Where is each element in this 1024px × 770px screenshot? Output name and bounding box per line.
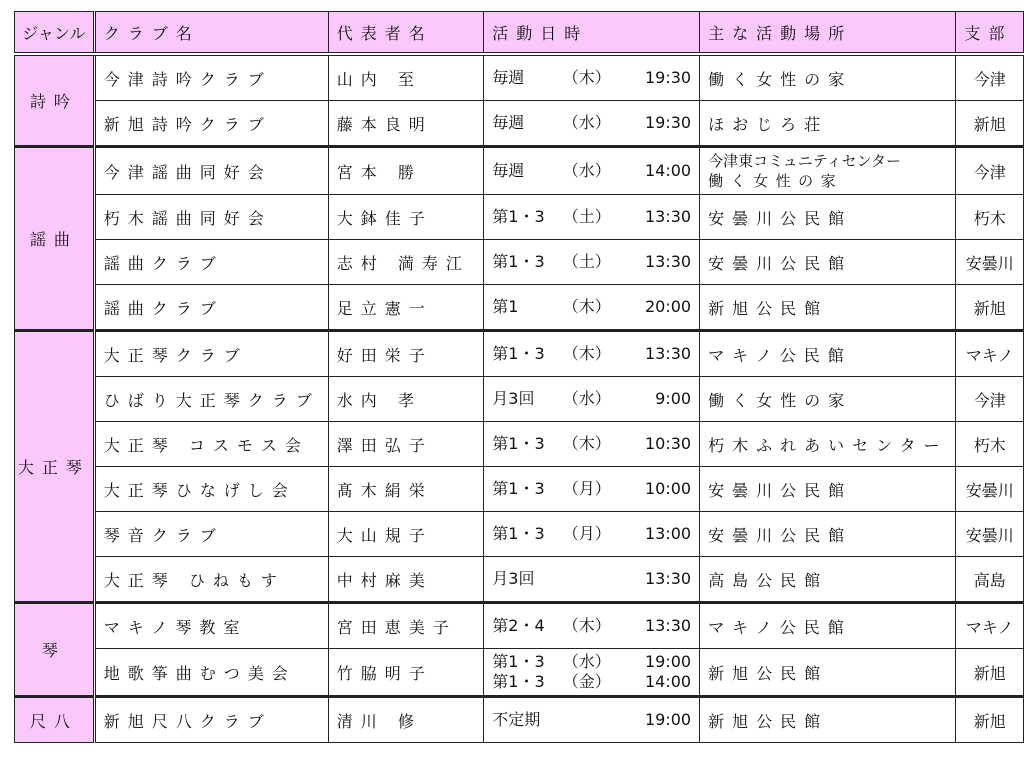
branch-cell: 朽木 <box>956 195 1024 240</box>
representative-cell: 清川 修 <box>328 697 484 743</box>
time-weekday: （土） <box>562 252 611 271</box>
time-line <box>492 616 691 636</box>
club-name-cell: 琴音クラブ <box>94 512 328 557</box>
time-weekday: （木） <box>562 434 611 453</box>
table-row <box>15 285 1024 331</box>
time-weekday: （水） <box>562 652 611 671</box>
club-table-body <box>15 54 1024 743</box>
time-line <box>492 710 691 730</box>
place-cell: 働く女性の家 <box>700 377 956 422</box>
time-weekday: （木） <box>562 68 611 87</box>
time-weekday: （水） <box>562 161 611 180</box>
time-line <box>492 672 691 692</box>
header-rep: 代表者名 <box>328 12 484 55</box>
representative-cell: 中村麻美 <box>328 557 484 603</box>
club-name-cell: 新旭尺八クラブ <box>94 697 328 743</box>
time-line <box>492 113 691 133</box>
table-row <box>15 603 1024 649</box>
club-name-cell: 新旭詩吟クラブ <box>94 101 328 147</box>
place-cell: マキノ公民館 <box>700 603 956 649</box>
branch-cell: 今津 <box>956 54 1024 101</box>
place-cell: マキノ公民館 <box>700 331 956 377</box>
header-genre: ジャンル <box>15 12 95 55</box>
genre-label: 尺八 <box>29 711 78 731</box>
time-weekday: （月） <box>562 524 611 543</box>
branch-cell: 新旭 <box>956 101 1024 147</box>
table-row <box>15 697 1024 743</box>
branch-cell: 朽木 <box>956 422 1024 467</box>
club-name-cell: 大正琴ひなげし会 <box>94 467 328 512</box>
club-name-cell: マキノ琴教室 <box>94 603 328 649</box>
schedule-cell <box>484 147 700 195</box>
time-frequency: 第1・3 <box>492 434 545 453</box>
branch-cell: 安曇川 <box>956 467 1024 512</box>
table-row <box>15 422 1024 467</box>
representative-cell: 好田栄子 <box>328 331 484 377</box>
time-hour: 14:00 <box>645 672 692 691</box>
branch-cell: マキノ <box>956 603 1024 649</box>
club-name-cell: ひばり大正琴クラブ <box>94 377 328 422</box>
representative-cell: 山内 至 <box>328 54 484 101</box>
schedule-cell <box>484 603 700 649</box>
time-frequency: 第1・3 <box>492 252 545 271</box>
time-frequency: 毎週 <box>492 68 525 87</box>
time-hour: 19:00 <box>645 710 692 729</box>
time-frequency: 第1・3 <box>492 652 545 671</box>
place-cell: 新旭公民館 <box>700 285 956 331</box>
club-name-cell: 今津詩吟クラブ <box>94 54 328 101</box>
schedule-cell <box>484 557 700 603</box>
time-hour: 13:30 <box>645 569 692 588</box>
time-weekday: （金） <box>562 672 611 691</box>
branch-cell: 新旭 <box>956 285 1024 331</box>
table-row <box>15 195 1024 240</box>
table-row <box>15 240 1024 285</box>
representative-cell: 水内 孝 <box>328 377 484 422</box>
genre-cell <box>15 603 95 697</box>
time-frequency: 第1 <box>492 297 519 316</box>
representative-cell: 澤田弘子 <box>328 422 484 467</box>
time-hour: 13:30 <box>645 344 692 363</box>
time-frequency: 月3回 <box>492 569 535 588</box>
club-name-cell: 朽木謡曲同好会 <box>94 195 328 240</box>
table-row <box>15 512 1024 557</box>
place-cell: 新旭公民館 <box>700 649 956 697</box>
genre-cell <box>15 697 95 743</box>
time-hour: 19:30 <box>645 68 692 87</box>
branch-cell: マキノ <box>956 331 1024 377</box>
time-hour: 19:00 <box>645 652 692 671</box>
time-line <box>492 207 691 227</box>
branch-cell: 新旭 <box>956 649 1024 697</box>
header-club: クラブ名 <box>94 12 328 55</box>
time-line <box>492 68 691 88</box>
genre-cell <box>15 331 95 603</box>
time-weekday <box>563 569 623 589</box>
branch-cell: 新旭 <box>956 697 1024 743</box>
time-frequency: 第1・3 <box>492 207 545 226</box>
time-line <box>492 161 691 181</box>
place-cell: 安曇川公民館 <box>700 467 956 512</box>
time-frequency: 第1・3 <box>492 479 545 498</box>
time-frequency: 不定期 <box>492 710 541 729</box>
club-name-cell: 大正琴 コスモス会 <box>94 422 328 467</box>
table-row <box>15 557 1024 603</box>
time-line <box>492 569 691 589</box>
schedule-cell <box>484 240 700 285</box>
table-row <box>15 649 1024 697</box>
club-name-cell: 大正琴クラブ <box>94 331 328 377</box>
time-hour: 13:30 <box>645 252 692 271</box>
time-hour: 13:00 <box>645 524 692 543</box>
time-frequency: 第1・3 <box>492 344 545 363</box>
representative-cell: 髙木絹栄 <box>328 467 484 512</box>
genre-label: 謡曲 <box>29 230 78 249</box>
genre-label: 琴 <box>41 641 66 660</box>
table-row <box>15 101 1024 147</box>
table-row <box>15 467 1024 512</box>
genre-cell <box>15 54 95 147</box>
time-line <box>492 344 691 364</box>
schedule-cell <box>484 649 700 697</box>
time-frequency: 毎週 <box>492 161 525 180</box>
time-weekday: （水） <box>562 389 611 408</box>
branch-cell: 高島 <box>956 557 1024 603</box>
time-hour: 13:30 <box>645 207 692 226</box>
club-name-cell: 謡曲クラブ <box>94 285 328 331</box>
time-frequency: 月3回 <box>492 389 535 408</box>
time-line <box>492 524 691 544</box>
representative-cell: 志村 満寿江 <box>328 240 484 285</box>
time-line <box>492 297 691 317</box>
time-weekday: （木） <box>562 297 611 316</box>
representative-cell: 藤本良明 <box>328 101 484 147</box>
table-row <box>15 331 1024 377</box>
schedule-cell <box>484 467 700 512</box>
place-line: 働く女性の家 <box>708 172 844 190</box>
genre-label: 詩吟 <box>29 92 78 111</box>
place-cell <box>700 147 956 195</box>
header-branch: 支部 <box>956 12 1024 55</box>
schedule-cell <box>484 377 700 422</box>
schedule-cell <box>484 101 700 147</box>
time-weekday: （木） <box>562 344 611 363</box>
representative-cell: 宮田恵美子 <box>328 603 484 649</box>
schedule-cell <box>484 195 700 240</box>
branch-cell: 安曇川 <box>956 512 1024 557</box>
club-name-cell: 地歌筝曲むつ美会 <box>94 649 328 697</box>
place-cell: 朽木ふれあいセンター <box>700 422 956 467</box>
time-hour: 10:00 <box>645 479 692 498</box>
schedule-cell <box>484 422 700 467</box>
time-hour: 13:30 <box>645 616 692 635</box>
time-frequency: 第1・3 <box>492 672 545 691</box>
club-table <box>14 11 1024 743</box>
table-row <box>15 54 1024 101</box>
header-row <box>15 12 1024 55</box>
branch-cell: 今津 <box>956 147 1024 195</box>
time-weekday: （木） <box>562 616 611 635</box>
time-hour: 19:30 <box>645 113 692 132</box>
representative-cell: 宮本 勝 <box>328 147 484 195</box>
time-hour: 10:30 <box>645 434 692 453</box>
time-weekday: （月） <box>562 479 611 498</box>
genre-cell <box>15 147 95 331</box>
table-row <box>15 147 1024 195</box>
representative-cell: 大鉢佳子 <box>328 195 484 240</box>
branch-cell: 安曇川 <box>956 240 1024 285</box>
place-cell: 安曇川公民館 <box>700 195 956 240</box>
representative-cell: 竹脇明子 <box>328 649 484 697</box>
time-weekday: （土） <box>562 207 611 226</box>
schedule-cell <box>484 331 700 377</box>
time-weekday: （水） <box>562 113 611 132</box>
time-frequency: 毎週 <box>492 113 525 132</box>
place-cell: 高島公民館 <box>700 557 956 603</box>
place-cell: 働く女性の家 <box>700 54 956 101</box>
time-hour: 9:00 <box>655 389 692 408</box>
place-cell: 安曇川公民館 <box>700 512 956 557</box>
branch-cell: 今津 <box>956 377 1024 422</box>
time-line <box>492 479 691 499</box>
schedule-cell <box>484 697 700 743</box>
club-name-cell: 今津謡曲同好会 <box>94 147 328 195</box>
header-time: 活動日時 <box>484 12 700 55</box>
place-line: 今津東コミュニティセンター <box>708 152 902 170</box>
time-weekday <box>563 710 623 730</box>
schedule-cell <box>484 512 700 557</box>
header-place: 主な活動場所 <box>700 12 956 55</box>
place-cell: 新旭公民館 <box>700 697 956 743</box>
table-row <box>15 377 1024 422</box>
representative-cell: 大山規子 <box>328 512 484 557</box>
representative-cell: 足立憲一 <box>328 285 484 331</box>
genre-label: 大正琴 <box>17 458 90 477</box>
time-hour: 20:00 <box>645 297 692 316</box>
place-cell: ほおじろ荘 <box>700 101 956 147</box>
time-hour: 14:00 <box>645 161 692 180</box>
time-line <box>492 389 691 409</box>
time-line <box>492 652 691 672</box>
place-cell: 安曇川公民館 <box>700 240 956 285</box>
time-frequency: 第1・3 <box>492 524 545 543</box>
time-frequency: 第2・4 <box>492 616 545 635</box>
time-line <box>492 252 691 272</box>
club-name-cell: 謡曲クラブ <box>94 240 328 285</box>
club-name-cell: 大正琴 ひねもす <box>94 557 328 603</box>
time-line <box>492 434 691 454</box>
schedule-cell <box>484 54 700 101</box>
schedule-cell <box>484 285 700 331</box>
